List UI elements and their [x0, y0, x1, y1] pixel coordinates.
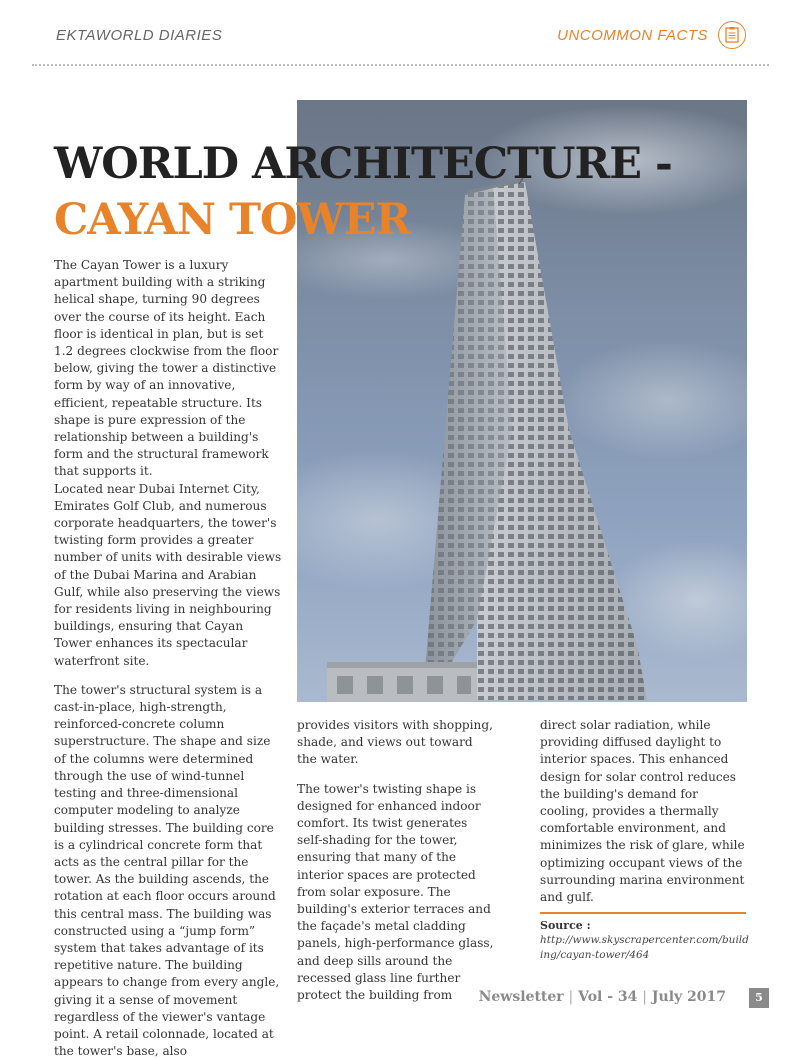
- title-line-2: CAYAN TOWER: [54, 195, 411, 245]
- publication-name: EKTAWORLD DIARIES: [56, 27, 223, 44]
- footer-separator: |: [642, 989, 648, 1005]
- paragraph-location: Located near Dubai Internet City, Emirates Golf Club, and numerous corporate headquarters, the tower's twisting form provides a greater number of units with desirable views of the Dubai Marina and Arabian Gulf, while also preserving the views for residents living in neighbouring buildings, ensuring that Cayan Tower enhances its spectacular waterfront site.: [54, 481, 282, 668]
- section-label: UNCOMMON FACTS: [557, 27, 708, 44]
- page-number: 5: [749, 988, 769, 1008]
- text-column-2: [297, 717, 495, 1004]
- paragraph-comfort: The tower's twisting shape is designed for enhanced indoor comfort. Its twist generates self-shading for the tower, ensuring that many of the interior spaces are protected from solar exposure. The building's exterior terraces and the façade's metal cladding panels, high-performance glass, and deep sills around the recessed glass line further protect the building from: [297, 781, 494, 1003]
- footer-separator: |: [568, 989, 574, 1005]
- source-link[interactable]: http://www.skyscrapercenter.com/building/cayan-tower/464: [540, 934, 749, 961]
- paragraph-intro: The Cayan Tower is a luxury apartment building with a striking helical shape, turning 90 degrees over the course of its height. Each floor is identical in plan, but is set 1.2 degrees clockwise from the floor below, giving the tower a distinctive form by way of an innovative, efficient, repeatable structure. Its shape is pure expression of the relationship between a building's form and the structural framework that supports it.: [54, 258, 279, 479]
- text-column-3: [540, 717, 750, 906]
- paragraph-structure-continued: provides visitors with shopping, shade, and views out toward the water.: [297, 718, 493, 767]
- source-label: Source :: [540, 919, 591, 932]
- article-title: [54, 136, 794, 248]
- footer-date: July 2017: [651, 989, 726, 1005]
- document-list-icon: [718, 21, 746, 49]
- title-line-1: WORLD ARCHITECTURE -: [54, 139, 672, 189]
- header-divider: [32, 64, 769, 66]
- paragraph-structure: The tower's structural system is a cast-in-place, high-strength, reinforced-concrete column superstructure. The shape and size of the columns were determined through the use of wind-tunnel testing and three-dimensional computer modeling to analyze building stresses. The building core is a cylindrical concrete form that acts as the central pillar for the tower. As the building ascends, the rotation at each floor occurs around this central mass. The building was constructed using a “jump form” system that takes advantage of its repetitive nature. The building appears to change from every angle, giving it a sense of movement regardless of the viewer's vantage point. A retail colonnade, located at the tower's base, also: [54, 682, 280, 1059]
- footer-volume: Vol - 34: [578, 989, 638, 1005]
- paragraph-comfort-continued: direct solar radiation, while providing diffused daylight to interior spaces. This enhanced design for solar control reduces the building's demand for cooling, provides a thermally comfortable environment, and minimizes the risk of glare, while optimizing occupant views of the surrounding marina environment and gulf.: [540, 718, 745, 905]
- footer-newsletter: Newsletter: [478, 989, 564, 1005]
- text-column-1: [54, 257, 282, 1060]
- source-divider: [540, 912, 746, 914]
- footer-info: [479, 989, 726, 1005]
